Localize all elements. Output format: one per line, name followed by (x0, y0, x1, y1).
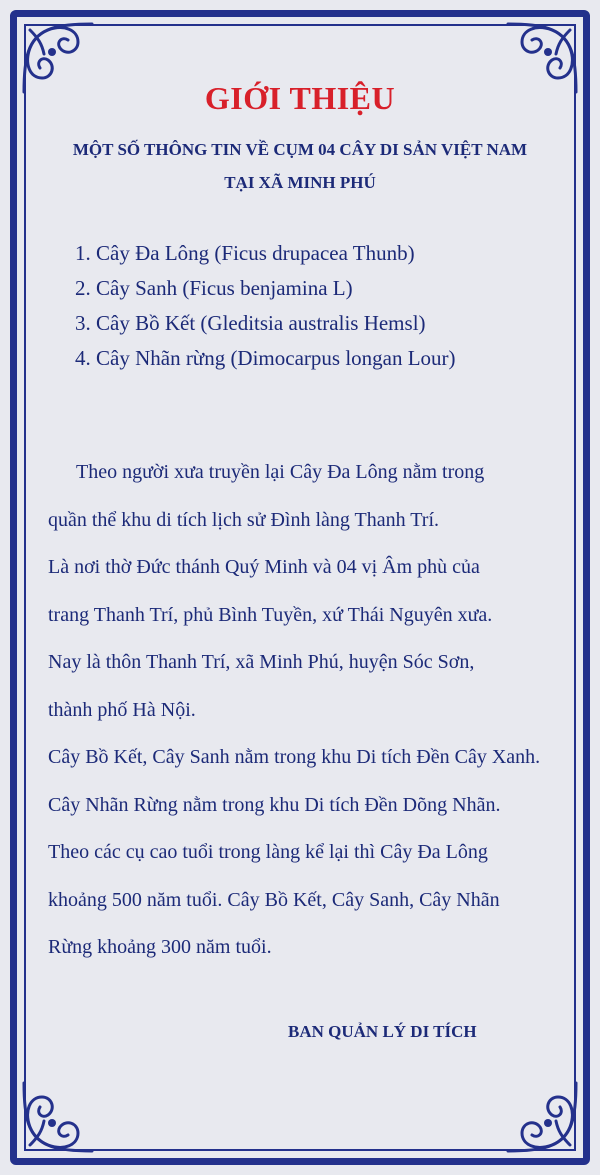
description-text (48, 458, 573, 981)
text-line: Nay là thôn Thanh Trí, xã Minh Phú, huyện Sóc Sơn, (48, 651, 475, 673)
text-line: Cây Bồ Kết, Cây Sanh nằm trong khu Di tích Đền Cây Xanh. (48, 746, 541, 768)
text-line: khoảng 500 năm tuổi. Cây Bồ Kết, Cây Sanh, Cây Nhãn (48, 888, 500, 911)
sign-title: GIỚI THIỆU (204, 80, 396, 116)
tree-list-item: 4. Cây Nhãn rừng (Dimocarpus longan Lour) (75, 346, 456, 370)
tree-list (75, 236, 456, 376)
text-line: trang Thanh Trí, phủ Bình Tuyền, xứ Thái Nguyên xưa. (48, 603, 493, 626)
text-line: Là nơi thờ Đức thánh Quý Minh và 04 vị Âm phù của (48, 556, 480, 578)
scroll-ornament-icon (500, 1075, 592, 1167)
text-line: Theo các cụ cao tuổi trong làng kể lại thì Cây Đa Lông (48, 841, 488, 863)
text-line: thành phố Hà Nội. (48, 698, 196, 721)
text-line: Rừng khoảng 300 năm tuổi. (48, 936, 272, 958)
subtitle-line-1: MỘT SỐ THÔNG TIN VỀ CỤM 04 CÂY DI SẢN VIỆT NAM (72, 140, 528, 159)
signature: BAN QUẢN LÝ DI TÍCH (288, 1022, 477, 1041)
tree-list-item: 3. Cây Bồ Kết (Gleditsia australis Hemsl) (75, 311, 426, 335)
text-line: Cây Nhãn Rừng nằm trong khu Di tích Đền Dõng Nhãn. (48, 793, 501, 816)
text-line: quần thể khu di tích lịch sử Đình làng Thanh Trí. (48, 508, 440, 531)
text-line: Theo người xưa truyền lại Cây Đa Lông nằm trong (76, 461, 485, 483)
subtitle-line-2: TẠI XÃ MINH PHÚ (224, 173, 376, 192)
tree-list-item: 1. Cây Đa Lông (Ficus drupacea Thunb) (75, 241, 415, 265)
tree-list-item: 2. Cây Sanh (Ficus benjamina L) (75, 276, 353, 300)
scroll-ornament-icon (8, 1075, 100, 1167)
